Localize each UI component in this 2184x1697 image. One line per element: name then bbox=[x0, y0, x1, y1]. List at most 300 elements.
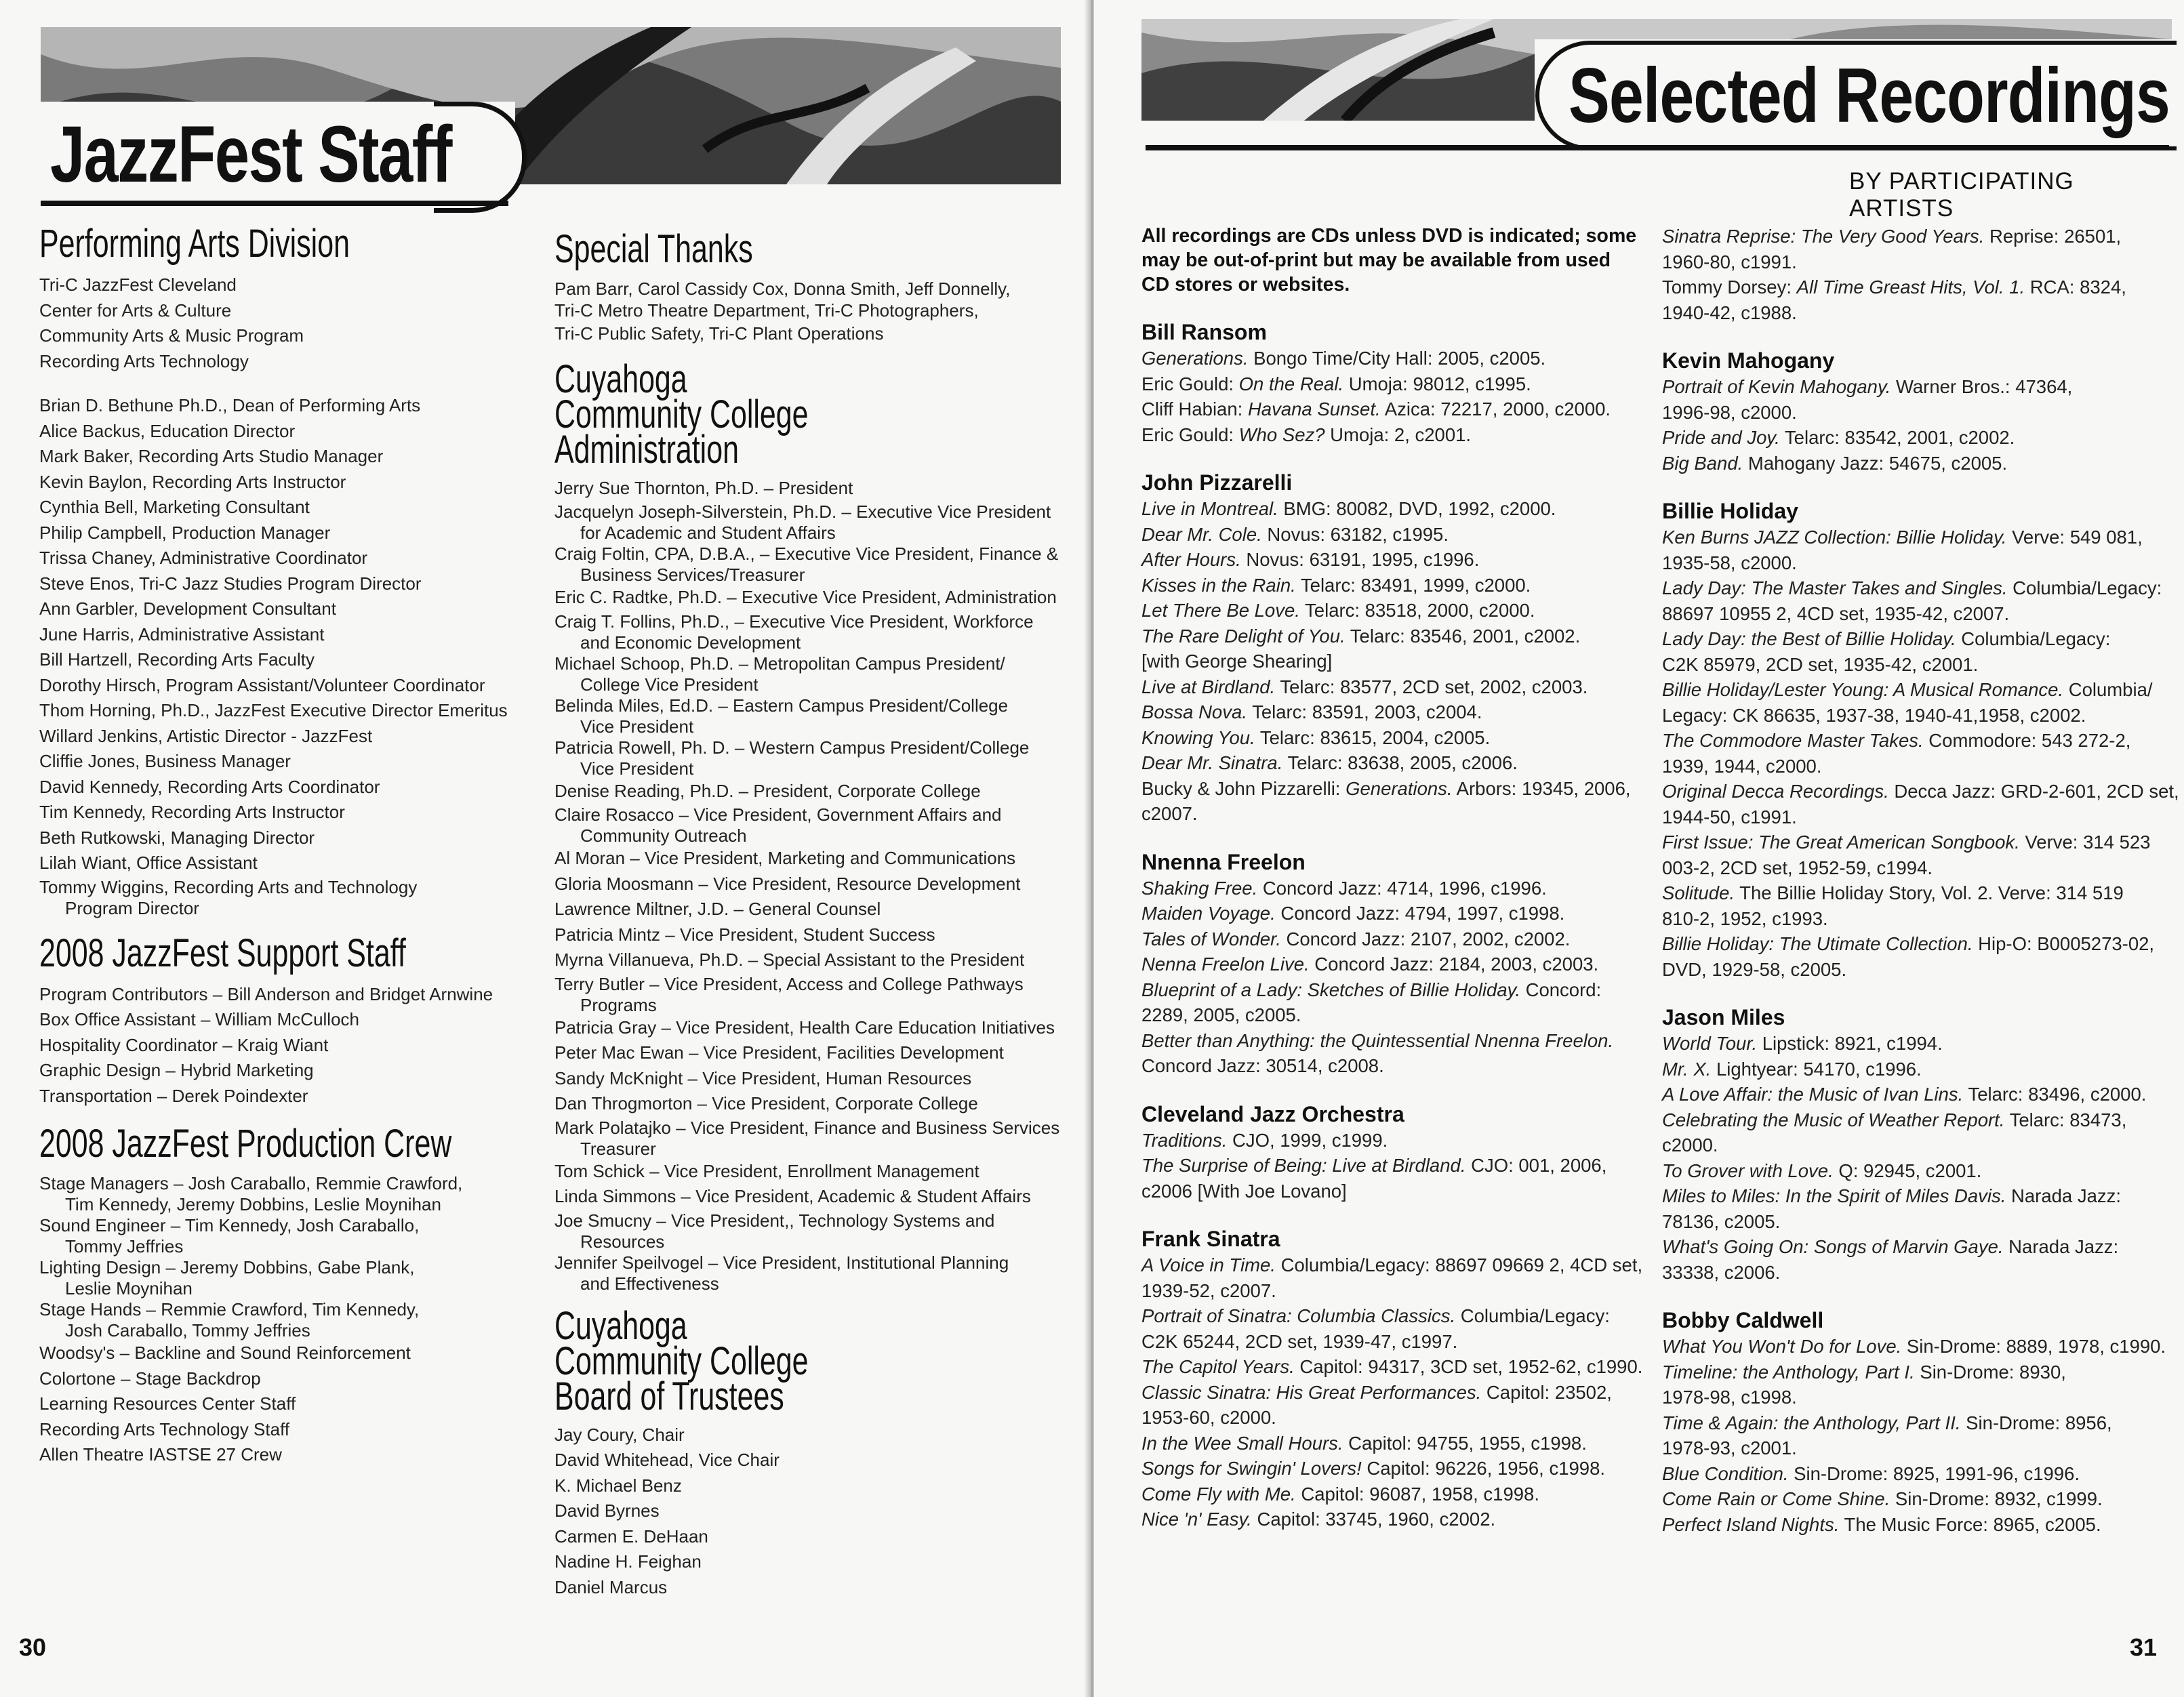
staff-line: Steve Enos, Tri-C Jazz Studies Program Director bbox=[39, 573, 422, 594]
recording-details: Azica: 72217, 2000, c2000. bbox=[1380, 398, 1611, 420]
staff-line: Thom Horning, Ph.D., JazzFest Executive Director Emeritus bbox=[39, 700, 508, 720]
staff-line: Brian D. Bethune Ph.D., Dean of Performing Arts bbox=[39, 395, 421, 415]
recordings-intro bbox=[1141, 224, 1657, 297]
recording-title: Billie Holiday: The Utimate Collection. bbox=[1662, 933, 1973, 954]
staff-line-continued: Vice President bbox=[580, 716, 694, 737]
title-underline-right bbox=[1146, 145, 2169, 150]
recording-details: Concord Jazz: 2107, 2002, c2002. bbox=[1280, 928, 1571, 949]
recordings-column-2 bbox=[1662, 224, 2177, 1537]
recording-title: To Grover with Love. bbox=[1662, 1160, 1834, 1181]
staff-line: Patricia Gray – Vice President, Health Care Education Initiatives bbox=[554, 1017, 1055, 1038]
staff-line-continued: and Economic Development bbox=[580, 632, 801, 653]
recording-details: Eric Gould: bbox=[1141, 373, 1239, 394]
recording-details: Reprise: 26501, bbox=[1984, 226, 2122, 247]
recording-entry bbox=[1662, 575, 2177, 601]
recording-entry bbox=[1141, 1431, 1657, 1456]
recording-details: 1940-42, c1988. bbox=[1662, 302, 1797, 323]
recording-title: Big Band. bbox=[1662, 452, 1743, 474]
recording-title: The Commodore Master Takes. bbox=[1662, 730, 1924, 751]
artist-name: Bobby Caldwell bbox=[1662, 1308, 1824, 1332]
staff-line: Mark Baker, Recording Arts Studio Manager bbox=[39, 446, 384, 466]
recording-title: Classic Sinatra: His Great Performances. bbox=[1141, 1381, 1482, 1403]
recording-details: Telarc: 83491, 1999, c2000. bbox=[1295, 574, 1531, 596]
recording-details: Concord Jazz: 4714, 1996, c1996. bbox=[1257, 877, 1547, 899]
recording-entry bbox=[1662, 1334, 2177, 1359]
page-subtitle-right: BY PARTICIPATING ARTISTS bbox=[1849, 168, 2074, 222]
staff-line: Cliffie Jones, Business Manager bbox=[39, 751, 291, 771]
section-heading: 2008 JazzFest Production Crew bbox=[39, 1122, 452, 1166]
staff-line-continued: Program Director bbox=[65, 897, 199, 918]
recording-entry bbox=[1141, 1252, 1657, 1278]
recording-entry bbox=[1662, 1082, 2177, 1107]
recording-title: World Tour. bbox=[1662, 1033, 1758, 1054]
staff-line: Denise Reading, Ph.D. – President, Corporate College bbox=[554, 780, 981, 801]
recording-details: Sin-Drome: 8889, 1978, c1990. bbox=[1901, 1336, 2166, 1357]
staff-line: Lighting Design – Jeremy Dobbins, Gabe Plank, bbox=[39, 1257, 415, 1277]
recording-title: Songs for Swingin' Lovers! bbox=[1141, 1458, 1362, 1479]
recording-details: Decca Jazz: GRD-2-601, 2CD set, bbox=[1888, 781, 2179, 802]
recording-entry bbox=[1662, 1183, 2177, 1209]
section-heading: Cuyahoga Community College Board of Trustees bbox=[554, 1303, 809, 1418]
recording-details: 1935-58, c2000. bbox=[1662, 552, 1797, 573]
staff-line: Pam Barr, Carol Cassidy Cox, Donna Smith, Jeff Donnelly, bbox=[554, 279, 1011, 299]
page-title-right: Selected Recordings bbox=[1569, 53, 2170, 139]
staff-line: Graphic Design – Hybrid Marketing bbox=[39, 1060, 314, 1080]
recording-entry bbox=[1662, 425, 2177, 451]
staff-line: Belinda Miles, Ed.D. – Eastern Campus President/College bbox=[554, 695, 1009, 716]
recording-title: Miles to Miles: In the Spirit of Miles Davis. bbox=[1662, 1185, 2006, 1206]
recording-details: 1978-98, c1998. bbox=[1662, 1387, 1797, 1408]
recording-details: Verve: 549 081, bbox=[2006, 527, 2143, 548]
staff-line: Daniel Marcus bbox=[554, 1576, 668, 1597]
section-heading: Special Thanks bbox=[554, 227, 753, 271]
staff-line: Trissa Chaney, Administrative Coordinator bbox=[39, 548, 368, 568]
recording-title: Mr. X. bbox=[1662, 1058, 1712, 1080]
section-heading: 2008 JazzFest Support Staff bbox=[39, 931, 406, 975]
recording-entry bbox=[1662, 1410, 2177, 1436]
recording-title: Let There Be Love. bbox=[1141, 600, 1300, 621]
recording-entry bbox=[1662, 728, 2177, 754]
recording-entry bbox=[1141, 977, 1657, 1003]
recording-entry bbox=[1141, 1405, 1657, 1431]
staff-line: Claire Rosacco – Vice President, Government Affairs and bbox=[554, 804, 1002, 825]
recording-entry bbox=[1141, 1481, 1657, 1507]
recording-title: After Hours. bbox=[1141, 549, 1241, 570]
recording-details: Verve: 314 523 bbox=[2019, 832, 2151, 853]
recording-details: 78136, c2005. bbox=[1662, 1210, 1781, 1232]
recording-entry bbox=[1141, 496, 1657, 522]
recording-entry bbox=[1141, 1303, 1657, 1329]
recordings-column-1 bbox=[1141, 224, 1657, 1532]
recording-title: Come Rain or Come Shine. bbox=[1662, 1488, 1890, 1509]
recording-details: Capitol: 23502, bbox=[1481, 1381, 1612, 1403]
recording-entry bbox=[1141, 926, 1657, 952]
staff-line: Tri-C Public Safety, Tri-C Plant Operations bbox=[554, 323, 884, 344]
recording-entry bbox=[1662, 626, 2177, 652]
staff-line: Tri-C Metro Theatre Department, Tri-C Photographers, bbox=[554, 300, 979, 321]
recording-entry bbox=[1662, 1158, 2177, 1184]
recording-entry bbox=[1141, 699, 1657, 725]
recording-details: 88697 10955 2, 4CD set, 1935-42, c2007. bbox=[1662, 602, 2010, 624]
recording-entry bbox=[1662, 1107, 2177, 1133]
staff-line: Philip Campbell, Production Manager bbox=[39, 522, 331, 543]
recording-entry bbox=[1141, 346, 1657, 371]
recording-entry bbox=[1141, 1380, 1657, 1406]
recording-entry bbox=[1662, 652, 2177, 678]
staff-line: K. Michael Benz bbox=[554, 1475, 682, 1496]
staff-line: June Harris, Administrative Assistant bbox=[39, 623, 325, 645]
staff-line: David Whitehead, Vice Chair bbox=[554, 1450, 780, 1470]
artist-name: John Pizzarelli bbox=[1141, 470, 1293, 495]
recording-title: Lady Day: The Master Takes and Singles. bbox=[1662, 577, 2008, 598]
recording-details: 2289, 2005, c2005. bbox=[1141, 1004, 1301, 1025]
staff-line: Tim Kennedy, Recording Arts Instructor bbox=[39, 802, 345, 822]
staff-line: Michael Schoop, Ph.D. – Metropolitan Campus President/ bbox=[554, 653, 1005, 674]
recording-entry bbox=[1141, 1153, 1657, 1179]
recording-details: Novus: 63182, c1995. bbox=[1261, 523, 1449, 545]
staff-line: Tom Schick – Vice President, Enrollment Management bbox=[554, 1160, 979, 1181]
recording-details: Telarc: 83615, 2004, c2005. bbox=[1255, 727, 1491, 748]
recording-title: Traditions. bbox=[1141, 1129, 1228, 1151]
recording-details: Concord Jazz: 2184, 2003, c2003. bbox=[1309, 954, 1599, 975]
recording-title: All Time Greast Hits, Vol. 1. bbox=[1796, 277, 2025, 298]
page-number-right: 31 bbox=[2129, 1633, 2157, 1661]
recording-details: Tommy Dorsey: bbox=[1662, 277, 1797, 298]
recording-entry bbox=[1662, 804, 2177, 830]
recording-title: Generations. bbox=[1141, 348, 1249, 369]
recording-title: The Surprise of Being: Live at Birdland. bbox=[1141, 1155, 1466, 1176]
staff-column-2 bbox=[554, 229, 1070, 1600]
recording-title: Knowing You. bbox=[1141, 727, 1255, 748]
recording-entry bbox=[1662, 601, 2177, 627]
recording-title: Time & Again: the Anthology, Part II. bbox=[1662, 1412, 1961, 1433]
recording-details: Lipstick: 8921, c1994. bbox=[1757, 1033, 1943, 1054]
recording-details: Arbors: 19345, 2006, bbox=[1452, 777, 1631, 799]
recording-details: BMG: 80082, DVD, 1992, c2000. bbox=[1278, 498, 1556, 519]
staff-line: Recording Arts Technology bbox=[39, 350, 249, 371]
recording-entry bbox=[1662, 855, 2177, 881]
recording-entry bbox=[1141, 547, 1657, 573]
recording-details: Commodore: 543 272-2, bbox=[1923, 730, 2131, 751]
staff-column-1 bbox=[39, 224, 527, 1468]
recording-details: 1944-50, c1991. bbox=[1662, 806, 1797, 827]
recording-entry bbox=[1662, 1486, 2177, 1512]
recording-title: Perfect Island Nights. bbox=[1662, 1513, 1840, 1535]
recording-details: Columbia/ bbox=[2063, 679, 2153, 700]
staff-line: Bill Hartzell, Recording Arts Faculty bbox=[39, 649, 315, 670]
recording-details: Telarc: 83496, c2000. bbox=[1963, 1084, 2147, 1105]
staff-line: Ann Garbler, Development Consultant bbox=[39, 598, 336, 619]
staff-line: Stage Hands – Remmie Crawford, Tim Kennedy, bbox=[39, 1299, 420, 1320]
recording-entry bbox=[1141, 1354, 1657, 1380]
staff-line-continued: Business Services/Treasurer bbox=[580, 565, 805, 585]
recording-title: Nenna Freelon Live. bbox=[1141, 954, 1310, 975]
recording-title: Shaking Free. bbox=[1141, 877, 1258, 899]
recording-title: What's Going On: Songs of Marvin Gaye. bbox=[1662, 1236, 2004, 1257]
staff-line-continued: for Academic and Student Affairs bbox=[580, 523, 836, 543]
recording-details: 1953-60, c2000. bbox=[1141, 1407, 1276, 1428]
recording-title: Live at Birdland. bbox=[1141, 676, 1276, 697]
recording-details: DVD, 1929-58, c2005. bbox=[1662, 958, 1847, 980]
right-page bbox=[1094, 0, 2184, 1697]
recording-entry bbox=[1662, 451, 2177, 476]
left-page bbox=[0, 0, 1090, 1697]
recording-title: Generations. bbox=[1346, 777, 1453, 799]
recording-details: Warner Bros.: 47364, bbox=[1890, 376, 2073, 397]
recording-entry bbox=[1662, 931, 2177, 957]
recording-details: Narada Jazz: bbox=[2003, 1236, 2119, 1257]
recording-entry bbox=[1662, 1435, 2177, 1461]
staff-line: Eric C. Radtke, Ph.D. – Executive Vice President, Administration bbox=[554, 587, 1057, 607]
recording-entry bbox=[1662, 550, 2177, 576]
staff-line: Patricia Rowell, Ph. D. – Western Campus President/College bbox=[554, 737, 1030, 758]
recording-entry bbox=[1141, 1329, 1657, 1355]
staff-line: David Kennedy, Recording Arts Coordinator bbox=[39, 776, 380, 797]
recording-entry bbox=[1662, 400, 2177, 426]
recording-details: The Billie Holiday Story, Vol. 2. Verve: 314 519 bbox=[1735, 882, 2124, 903]
recording-entry bbox=[1662, 1057, 2177, 1082]
recording-entry bbox=[1141, 573, 1657, 598]
recording-details: Telarc: 83577, 2CD set, 2002, c2003. bbox=[1275, 676, 1588, 697]
artist-name: Kevin Mahogany bbox=[1662, 348, 1835, 373]
recording-entry bbox=[1662, 224, 2177, 249]
recording-title: In the Wee Small Hours. bbox=[1141, 1432, 1343, 1454]
recording-details: Sin-Drome: 8930, bbox=[1914, 1361, 2066, 1383]
recording-details: Cliff Habian: bbox=[1141, 398, 1248, 420]
recording-entry bbox=[1662, 1209, 2177, 1235]
staff-line: Sandy McKnight – Vice President, Human Resources bbox=[554, 1067, 972, 1088]
section-heading: Performing Arts Division bbox=[39, 222, 350, 266]
staff-line: Sound Engineer – Tim Kennedy, Josh Caraballo, bbox=[39, 1215, 420, 1235]
recording-details: CJO, 1999, c1999. bbox=[1227, 1129, 1388, 1151]
recording-entry bbox=[1141, 725, 1657, 751]
spacer bbox=[39, 374, 527, 393]
staff-line: Alice Backus, Education Director bbox=[39, 420, 296, 441]
staff-line: Allen Theatre IASTSE 27 Crew bbox=[39, 1444, 282, 1465]
staff-line: Transportation – Derek Poindexter bbox=[39, 1085, 308, 1106]
recording-details: 1996-98, c2000. bbox=[1662, 401, 1797, 423]
recording-entry bbox=[1662, 1234, 2177, 1260]
recording-entry bbox=[1662, 274, 2177, 300]
staff-line: Craig T. Follins, Ph.D., – Executive Vice President, Workforce bbox=[554, 611, 1034, 632]
recording-entry bbox=[1662, 1359, 2177, 1385]
recording-details: c2007. bbox=[1141, 803, 1198, 824]
page-number-left: 30 bbox=[19, 1633, 47, 1661]
staff-line-continued: Treasurer bbox=[580, 1138, 656, 1159]
staff-line-continued: Tim Kennedy, Jeremy Dobbins, Leslie Moynihan bbox=[65, 1194, 441, 1214]
recording-details: CJO: 001, 2006, bbox=[1465, 1155, 1607, 1176]
recording-entry bbox=[1141, 1028, 1657, 1054]
recording-entry bbox=[1141, 674, 1657, 700]
staff-line: Willard Jenkins, Artistic Director - JazzFest bbox=[39, 725, 373, 746]
staff-line: Program Contributors – Bill Anderson and Bridget Arnwine bbox=[39, 983, 493, 1004]
staff-line: Woodsy's – Backline and Sound Reinforcement bbox=[39, 1343, 411, 1363]
staff-line: Myrna Villanueva, Ph.D. – Special Assistant to the President bbox=[554, 949, 1025, 970]
recording-title: Dear Mr. Cole. bbox=[1141, 523, 1262, 545]
recording-details: Telarc: 83591, 2003, c2004. bbox=[1247, 701, 1482, 722]
recording-entry bbox=[1141, 776, 1657, 802]
recording-entry bbox=[1662, 677, 2177, 703]
staff-line-continued: Vice President bbox=[580, 758, 694, 779]
staff-line: Cynthia Bell, Marketing Consultant bbox=[39, 497, 310, 517]
recording-title: Tales of Wonder. bbox=[1141, 928, 1281, 949]
recording-title: Better than Anything: the Quintessential Nnenna Freelon. bbox=[1141, 1029, 1614, 1051]
recording-details: Q: 92945, c2001. bbox=[1833, 1160, 1982, 1181]
intro-line: may be out-of-print but may be available from used bbox=[1141, 249, 1611, 271]
recording-entry bbox=[1662, 754, 2177, 779]
recording-entry bbox=[1141, 952, 1657, 977]
recording-entry bbox=[1662, 880, 2177, 906]
recording-entry bbox=[1662, 300, 2177, 326]
recording-details: Mahogany Jazz: 54675, c2005. bbox=[1743, 452, 2008, 474]
recording-title: Who Sez? bbox=[1238, 424, 1325, 445]
staff-line: Lilah Wiant, Office Assistant bbox=[39, 853, 258, 873]
recording-title: Portrait of Sinatra: Columbia Classics. bbox=[1141, 1305, 1456, 1326]
recording-details: Capitol: 94317, 3CD set, 1952-62, c1990. bbox=[1294, 1356, 1643, 1377]
recording-entry bbox=[1662, 249, 2177, 275]
recording-entry bbox=[1662, 1512, 2177, 1538]
recording-details: Columbia/Legacy: bbox=[1455, 1305, 1610, 1326]
staff-line: Mark Polatajko – Vice President, Finance and Business Services bbox=[554, 1117, 1060, 1138]
staff-line: Colortone – Stage Backdrop bbox=[39, 1368, 261, 1389]
staff-line: Terry Butler – Vice President, Access and College Pathways bbox=[554, 973, 1024, 994]
recording-entry bbox=[1141, 901, 1657, 926]
recording-details: Telarc: 83546, 2001, c2002. bbox=[1345, 625, 1581, 647]
recording-title: What You Won't Do for Love. bbox=[1662, 1336, 1902, 1357]
recording-title: Billie Holiday/Lester Young: A Musical Romance. bbox=[1662, 679, 2064, 700]
recording-title: Kisses in the Rain. bbox=[1141, 574, 1296, 596]
staff-line: Jerry Sue Thornton, Ph.D. – President bbox=[554, 477, 853, 498]
recording-entry bbox=[1141, 422, 1657, 448]
recording-title: The Capitol Years. bbox=[1141, 1356, 1295, 1377]
recording-details: 33338, c2006. bbox=[1662, 1261, 1781, 1283]
recording-title: The Rare Delight of You. bbox=[1141, 625, 1346, 647]
recording-entry bbox=[1662, 1132, 2177, 1158]
recording-details: Concord Jazz: 30514, c2008. bbox=[1141, 1055, 1384, 1076]
recording-title: Portrait of Kevin Mahogany. bbox=[1662, 376, 1891, 397]
staff-line: Hospitality Coordinator – Kraig Wiant bbox=[39, 1034, 329, 1055]
staff-line: Al Moran – Vice President, Marketing and Communications bbox=[554, 848, 1016, 868]
staff-line: Tommy Wiggins, Recording Arts and Technology bbox=[39, 876, 418, 897]
staff-line-continued: Leslie Moynihan bbox=[65, 1278, 193, 1299]
recording-details: c2000. bbox=[1662, 1134, 1718, 1156]
recording-details: 003-2, 2CD set, 1952-59, c1994. bbox=[1662, 857, 1933, 878]
recording-entry bbox=[1141, 876, 1657, 901]
recording-details: Concord Jazz: 4794, 1997, c1998. bbox=[1275, 903, 1565, 924]
recording-entry bbox=[1662, 374, 2177, 400]
staff-line: David Byrnes bbox=[554, 1500, 660, 1521]
staff-line: Box Office Assistant – William McCulloch bbox=[39, 1009, 359, 1029]
title-underline-left bbox=[41, 201, 508, 206]
staff-line: Stage Managers – Josh Caraballo, Remmie Crawford, bbox=[39, 1173, 463, 1193]
recording-entry bbox=[1662, 779, 2177, 804]
recording-details: Sin-Drome: 8925, 1991-96, c1996. bbox=[1788, 1463, 2080, 1484]
recording-title: On the Real. bbox=[1238, 373, 1344, 394]
recording-details: Umoja: 2, c2001. bbox=[1324, 424, 1472, 445]
recording-title: A Love Affair: the Music of Ivan Lins. bbox=[1662, 1084, 1964, 1105]
staff-line-continued: Resources bbox=[580, 1231, 665, 1252]
recording-details: 1939, 1944, c2000. bbox=[1662, 755, 1822, 777]
recording-entry bbox=[1141, 598, 1657, 623]
recording-details: Concord: bbox=[1520, 979, 1602, 1000]
recording-details: Columbia/Legacy: bbox=[2007, 577, 2162, 598]
recording-title: Bossa Nova. bbox=[1141, 701, 1247, 722]
recording-title: Sinatra Reprise: The Very Good Years. bbox=[1662, 226, 1985, 247]
staff-line: Lawrence Miltner, J.D. – General Counsel bbox=[554, 899, 881, 919]
recording-entry bbox=[1141, 649, 1657, 674]
recording-details: RCA: 8324, bbox=[2025, 277, 2126, 298]
recording-title: Blue Condition. bbox=[1662, 1463, 1789, 1484]
recording-title: First Issue: The Great American Songbook. bbox=[1662, 832, 2020, 853]
recording-details: Capitol: 96087, 1958, c1998. bbox=[1295, 1483, 1539, 1505]
recording-title: Original Decca Recordings. bbox=[1662, 781, 1889, 802]
recording-title: Dear Mr. Sinatra. bbox=[1141, 752, 1283, 773]
recording-entry bbox=[1141, 801, 1657, 827]
staff-line: Tri-C JazzFest Cleveland bbox=[39, 274, 237, 295]
recording-details: Bucky & John Pizzarelli: bbox=[1141, 777, 1346, 799]
recording-details: Sin-Drome: 8956, bbox=[1960, 1412, 2112, 1433]
recording-entry bbox=[1141, 371, 1657, 397]
recording-details: c2006 [With Joe Lovano] bbox=[1141, 1180, 1347, 1202]
recording-details: The Music Force: 8965, c2005. bbox=[1839, 1513, 2101, 1535]
recording-details: 1939-52, c2007. bbox=[1141, 1280, 1276, 1301]
recording-entry bbox=[1141, 623, 1657, 649]
intro-line: CD stores or websites. bbox=[1141, 274, 1350, 295]
staff-line: Jacquelyn Joseph-Silverstein, Ph.D. – Executive Vice President bbox=[554, 502, 1051, 522]
recording-details: Lightyear: 54170, c1996. bbox=[1711, 1058, 1922, 1080]
recording-details: Telarc: 83473, bbox=[2004, 1109, 2127, 1130]
recording-title: Come Fly with Me. bbox=[1141, 1483, 1296, 1505]
staff-line: Joe Smucny – Vice President,, Technology Systems and bbox=[554, 1210, 995, 1231]
recording-details: Capitol: 33745, 1960, c2002. bbox=[1251, 1509, 1496, 1530]
recording-title: Lady Day: the Best of Billie Holiday. bbox=[1662, 628, 1956, 649]
staff-line: Patricia Mintz – Vice President, Student Success bbox=[554, 924, 935, 945]
recording-title: Maiden Voyage. bbox=[1141, 903, 1276, 924]
staff-line-continued: Programs bbox=[580, 994, 657, 1015]
recording-entry bbox=[1662, 906, 2177, 932]
staff-line: Dan Throgmorton – Vice President, Corporate College bbox=[554, 1093, 978, 1113]
staff-line: Craig Foltin, CPA, D.B.A., – Executive Vice President, Finance & bbox=[554, 544, 1059, 564]
recording-entry bbox=[1662, 703, 2177, 729]
recording-title: Timeline: the Anthology, Part I. bbox=[1662, 1361, 1915, 1383]
recording-details: Columbia/Legacy: 88697 09669 2, 4CD set, bbox=[1275, 1254, 1643, 1275]
staff-line: Kevin Baylon, Recording Arts Instructor bbox=[39, 471, 346, 492]
recording-details: Capitol: 96226, 1956, c1998. bbox=[1361, 1458, 1606, 1479]
staff-line: Jay Coury, Chair bbox=[554, 1424, 685, 1445]
staff-line-continued: and Effectiveness bbox=[580, 1273, 719, 1294]
recording-details: Legacy: CK 86635, 1937-38, 1940-41,1958, c2002. bbox=[1662, 704, 2086, 726]
recording-details: Sin-Drome: 8932, c1999. bbox=[1890, 1488, 2103, 1509]
intro-line: All recordings are CDs unless DVD is indicated; some bbox=[1141, 225, 1637, 247]
recording-details: Hip-O: B0005273-02, bbox=[1973, 933, 2155, 954]
recording-details: Novus: 63191, 1995, c1996. bbox=[1240, 549, 1480, 570]
staff-line-continued: Community Outreach bbox=[580, 825, 747, 846]
staff-line: Peter Mac Ewan – Vice President, Facilities Development bbox=[554, 1042, 1004, 1063]
recording-details: 810-2, 1952, c1993. bbox=[1662, 907, 1828, 929]
page-title-left: JazzFest Staff bbox=[50, 110, 451, 199]
recording-entry bbox=[1141, 1179, 1657, 1204]
recording-entry bbox=[1662, 1031, 2177, 1057]
recording-title: Celebrating the Music of Weather Report. bbox=[1662, 1109, 2005, 1130]
recording-details: C2K 65244, 2CD set, 1939-47, c1997. bbox=[1141, 1330, 1458, 1352]
recording-entry bbox=[1662, 957, 2177, 983]
staff-line: Gloria Moosmann – Vice President, Resource Development bbox=[554, 873, 1021, 894]
staff-line: Carmen E. DeHaan bbox=[554, 1526, 708, 1547]
artist-name: Cleveland Jazz Orchestra bbox=[1141, 1101, 1404, 1126]
artist-name: Frank Sinatra bbox=[1141, 1227, 1280, 1251]
artist-name: Jason Miles bbox=[1662, 1005, 1785, 1029]
recording-entry bbox=[1662, 1385, 2177, 1410]
